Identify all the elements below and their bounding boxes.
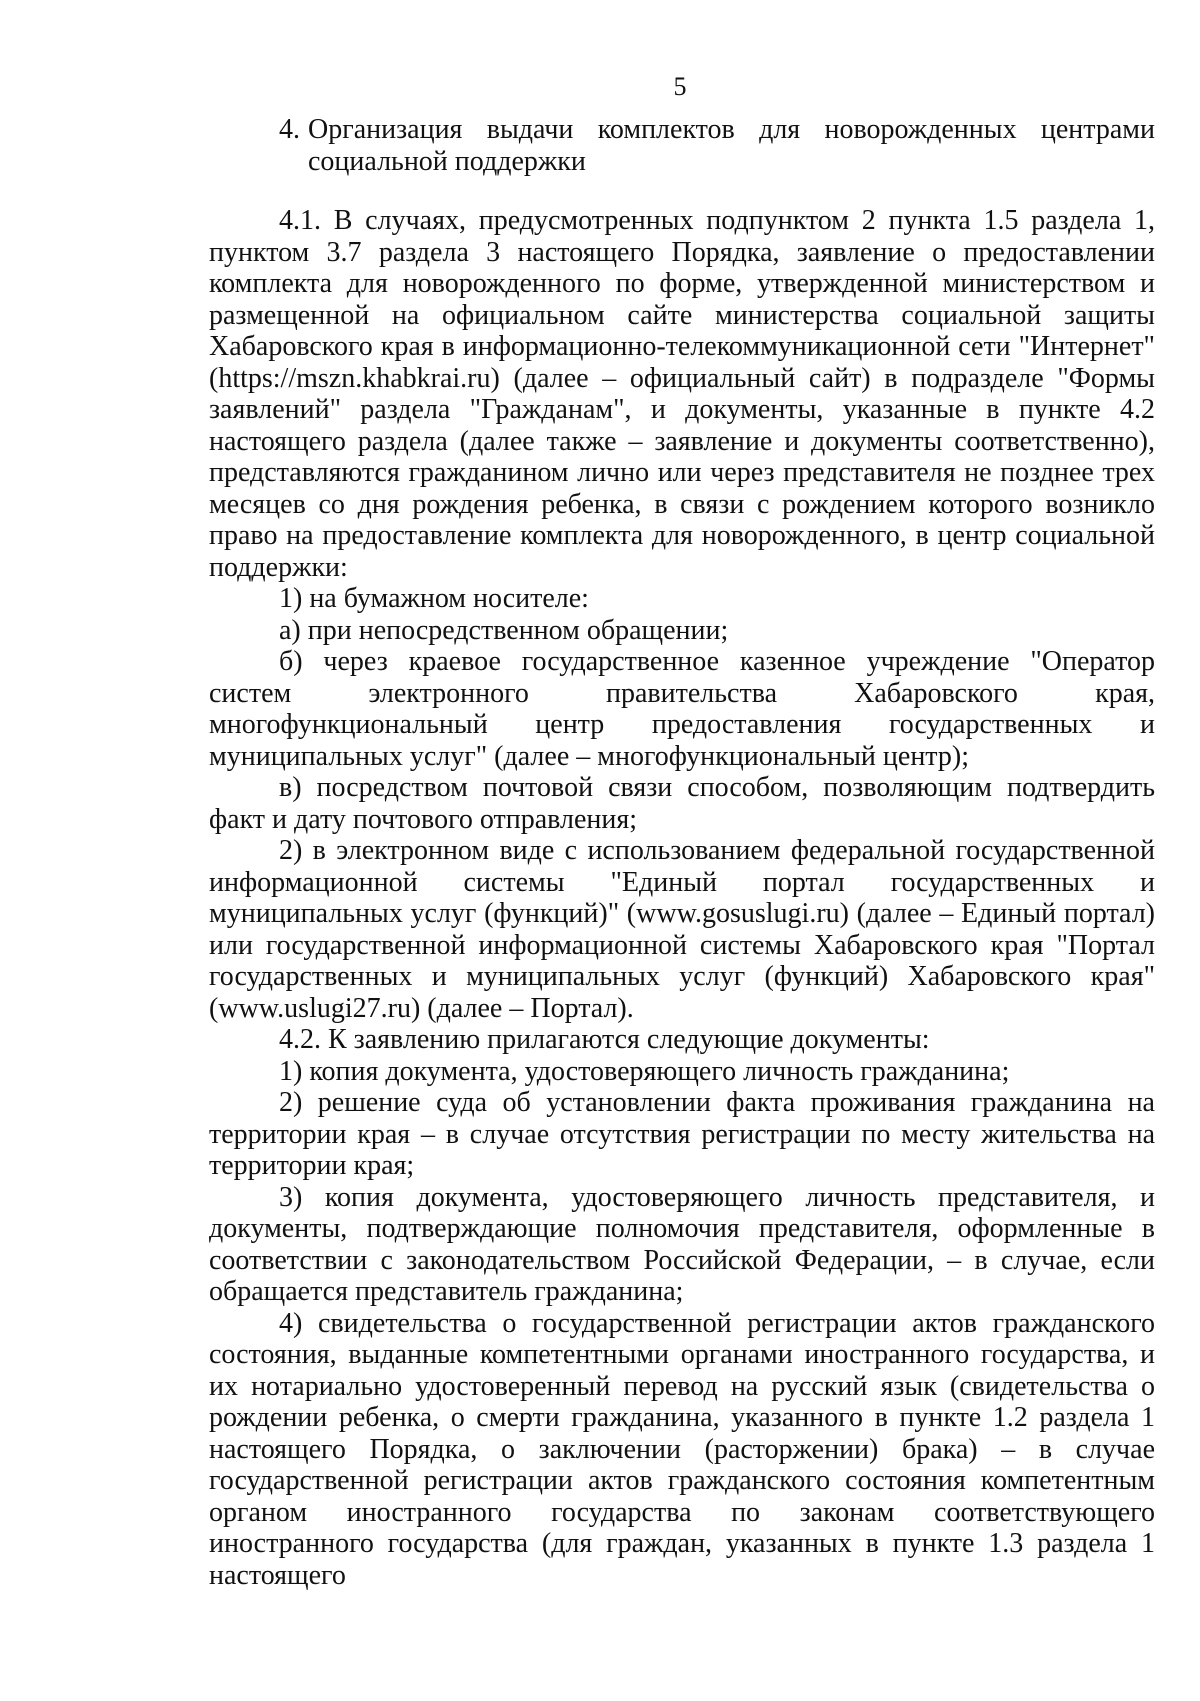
paragraph-doc-4: 4) свидетельства о государственной регистрации актов гражданского состояния, выданные компетентными органами иностранного государства, и их нотариально удостоверенный перевод на русский язык (свидетельства о рождении ребенка, о смерти гражданина, указанного в пункте 1.2 раздела 1 настоящего Порядка, о заключении (расторжении) брака) – в случае государственной регистрации актов гражданского состояния компетентным органом иностранного государства по законам соответствующего иностранного государства (для граждан, указанных в пункте 1.3 раздела 1 настоящего [209, 1307, 1155, 1591]
paragraph-item-v: в) посредством почтовой связи способом, позволяющим подтвердить факт и дату почтового отправления; [209, 772, 1155, 835]
paragraph-item-2-electronic: 2) в электронном виде с использованием федеральной государственной информационной системы "Единый портал государственных и муниципальных услуг (функций)" (www.gosuslugi.ru) (далее – Единый портал) или государственной информационной системы Хабаровского края "Портал государственных и муниципальных услуг (функций) Хабаровского края" (www.uslugi27.ru) (далее – Портал). [209, 835, 1155, 1024]
section-heading [209, 114, 1155, 177]
paragraph-doc-1: 1) копия документа, удостоверяющего личность гражданина; [279, 1055, 1010, 1087]
paragraph-item-b: б) через краевое государственное казенное учреждение "Оператор систем электронного правительства Хабаровского края, многофункциональный центр предоставления государственных и муниципальных услуг" (далее – многофункциональный центр); [209, 646, 1155, 772]
paragraph-doc-2: 2) решение суда об установлении факта проживания гражданина на территории края – в случае отсутствия регистрации по месту жительства на территории края; [209, 1087, 1155, 1181]
paragraph-item-a: а) при непосредственном обращении; [279, 614, 729, 646]
paragraph-4-2: 4.2. К заявлению прилагаются следующие документы: [279, 1024, 930, 1055]
page-number: 5 [673, 72, 687, 101]
section-title: Организация выдачи комплектов для новорожденных центрами социальной поддержки [308, 114, 1155, 177]
paragraph-doc-3: 3) копия документа, удостоверяющего личность представителя, и документы, подтверждающие полномочия представителя, оформленные в соответствии с законодательством Российской Федерации, – в случае, если обращается представитель гражданина; [209, 1181, 1155, 1307]
section-number: 4. [279, 114, 300, 145]
paragraph-item-1-paper: 1) на бумажном носителе: [279, 583, 589, 614]
paragraph-4-1: 4.1. В случаях, предусмотренных подпунктом 2 пункта 1.5 раздела 1, пунктом 3.7 раздела 3 настоящего Порядка, заявление о предоставлении комплекта для новорожденного по форме, утвержденной министерством и размещенной на официальном сайте министерства социальной защиты Хабаровского края в информационно-телекоммуникационной сети "Интернет" (https://mszn.khabkrai.ru) (далее – официальный сайт) в подразделе "Формы заявлений" раздела "Гражданам", и документы, указанные в пункте 4.2 настоящего раздела (далее также – заявление и документы соответственно), представляются гражданином лично или через представителя не позднее трех месяцев со дня рождения ребенка, в связи с рождением которого возникло право на предоставление комплекта для новорожденного, в центр социальной поддержки: [209, 205, 1155, 583]
document-body [209, 114, 1155, 1591]
